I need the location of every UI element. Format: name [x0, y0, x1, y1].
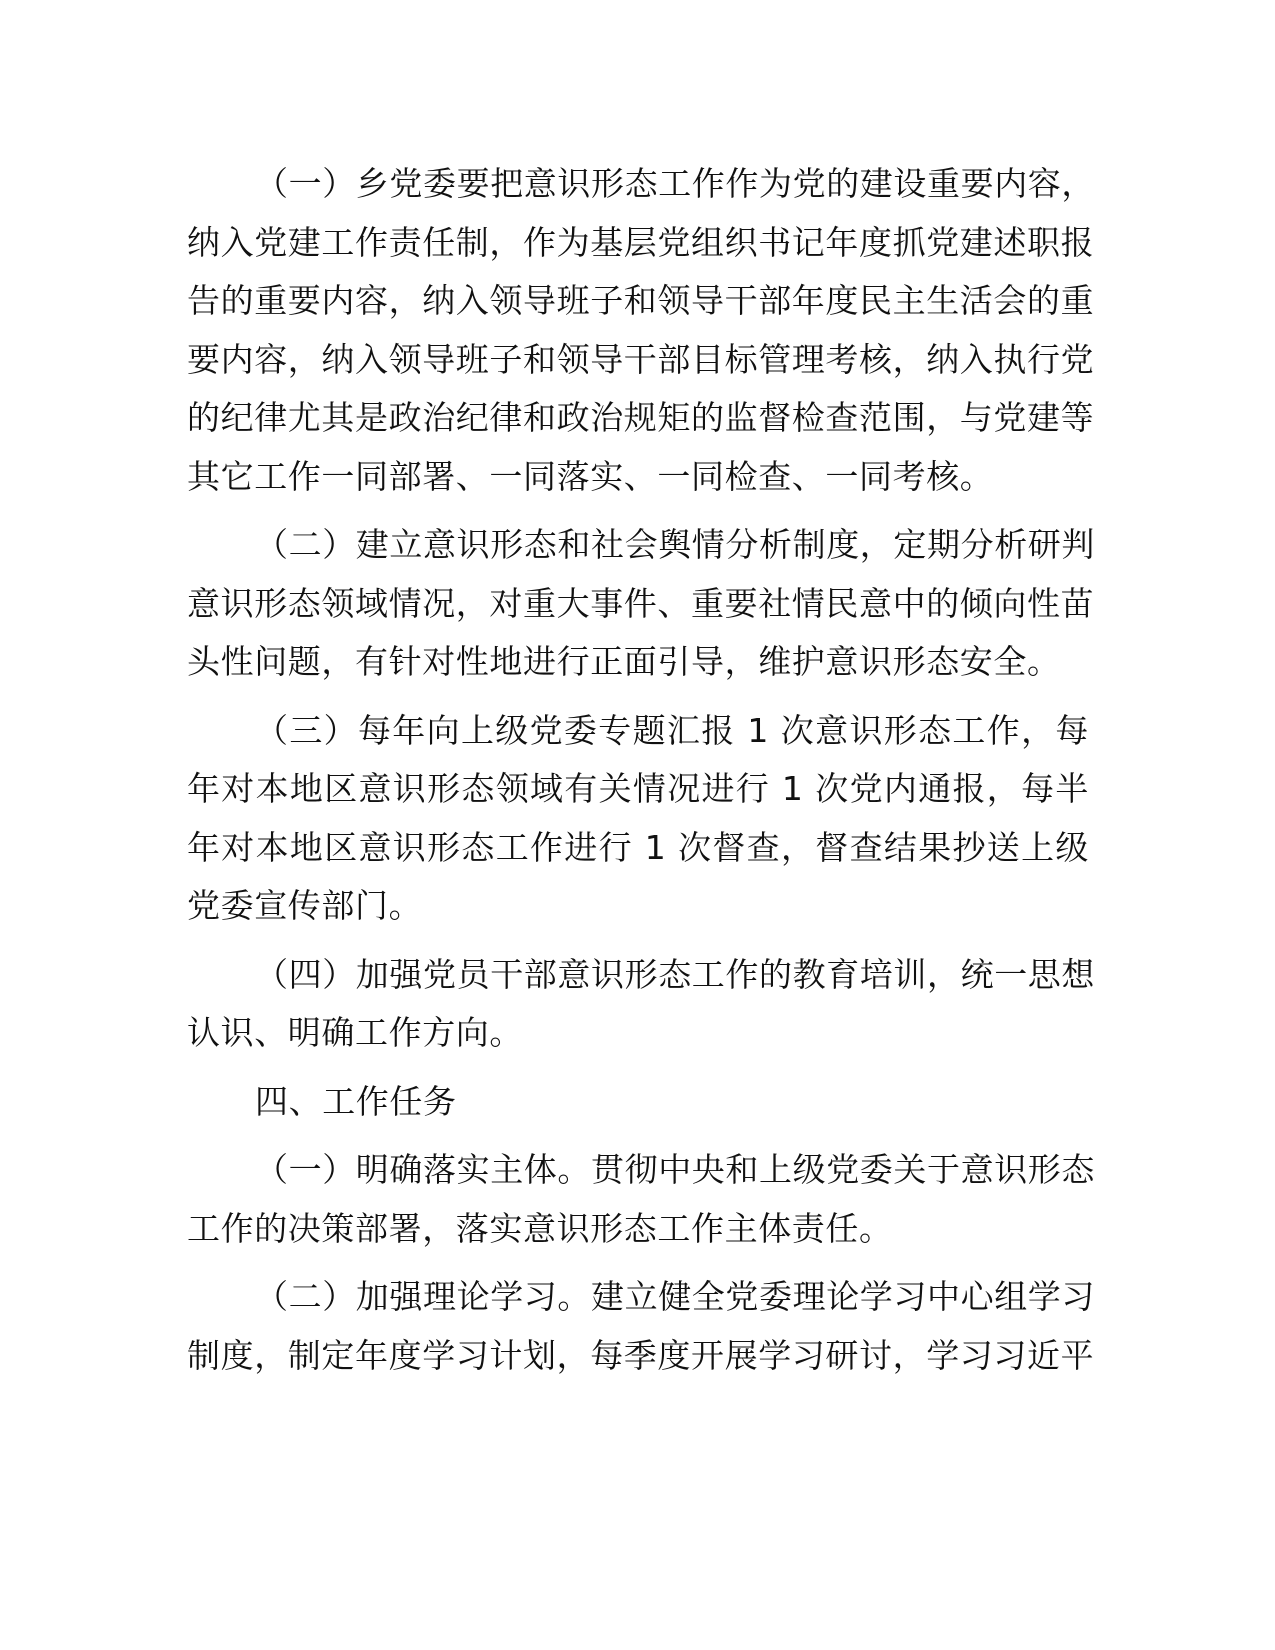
text-line: 工作的决策部署，落实意识形态工作主体责任。	[187, 1208, 893, 1248]
text-line: （一）乡党委要把意识形态工作作为党的建设重要内容，	[255, 164, 1095, 203]
section-heading-tasks	[187, 1073, 1089, 1132]
text-line: 认识、明确工作方向。	[187, 1013, 523, 1052]
text-line: （四）加强党员干部意识形态工作的教育培训，统一思想	[255, 954, 1095, 994]
paragraph-responsibility	[187, 155, 1095, 506]
paragraph-implementation	[187, 1141, 1095, 1258]
text-line: （三）每年向上级党委专题汇报 1 次意识形态工作，每	[255, 710, 1089, 750]
text-line: （二）建立意识形态和社会舆情分析制度，定期分析研判	[255, 525, 1095, 564]
text-line: 的纪律尤其是政治纪律和政治规矩的监督检查范围，与党建等	[187, 398, 1095, 437]
paragraph-reporting	[187, 702, 1089, 936]
text-line: 纳入党建工作责任制，作为基层党组织书记年度抓党建述职报	[187, 222, 1095, 262]
text-line: 要内容，纳入领导班子和领导干部目标管理考核，纳入执行党	[187, 339, 1095, 379]
text-line: 年对本地区意识形态工作进行 1 次督查，督查结果抄送上级	[187, 827, 1089, 867]
paragraph-public-opinion	[187, 516, 1095, 692]
text-line: 告的重要内容，纳入领导班子和领导干部年度民主生活会的重	[187, 281, 1095, 320]
text-line: 党委宣传部门。	[187, 886, 423, 925]
document-body	[187, 155, 1095, 1395]
text-line: （一）明确落实主体。贯彻中央和上级党委关于意识形态	[255, 1150, 1095, 1189]
paragraph-training	[187, 946, 1095, 1063]
text-line: 年对本地区意识形态领域有关情况进行 1 次党内通报，每半	[187, 769, 1089, 808]
text-line: 制度，制定年度学习计划，每季度开展学习研讨，学习习近平	[187, 1335, 1095, 1375]
heading-line: 四、工作任务	[255, 1081, 457, 1121]
text-line: （二）加强理论学习。建立健全党委理论学习中心组学习	[255, 1277, 1095, 1316]
text-line: 意识形态领域情况，对重大事件、重要社情民意中的倾向性苗	[187, 583, 1095, 623]
text-line: 其它工作一同部署、一同落实、一同检查、一同考核。	[187, 456, 994, 496]
text-line: 头性问题，有针对性地进行正面引导，维护意识形态安全。	[187, 642, 1061, 681]
paragraph-theory-study	[187, 1268, 1095, 1385]
